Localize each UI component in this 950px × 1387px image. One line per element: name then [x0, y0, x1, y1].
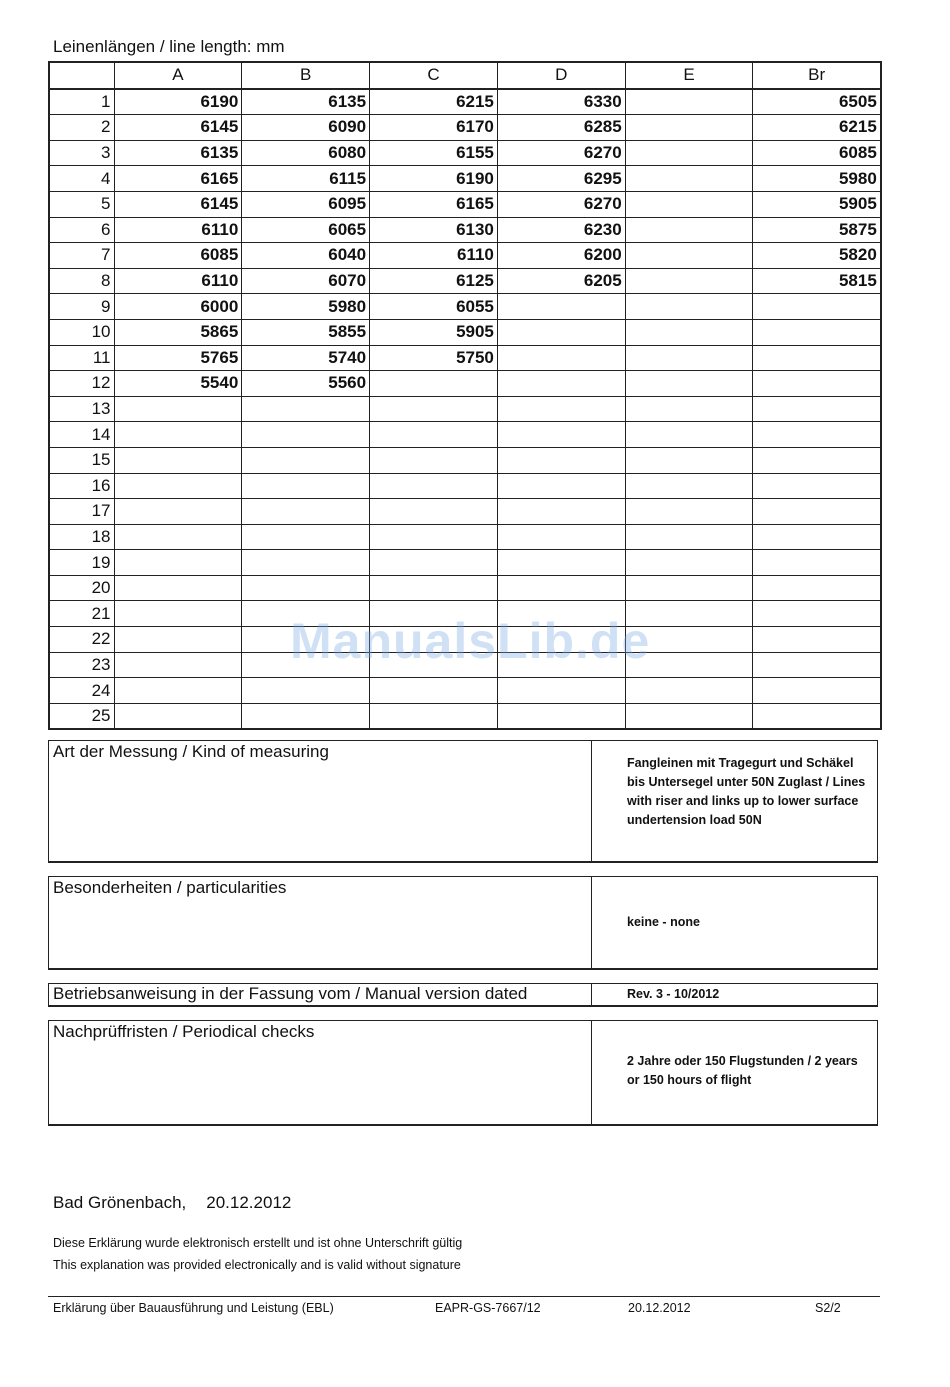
- table-cell: [625, 396, 753, 422]
- box-divider: [591, 741, 592, 861]
- table-cell: [625, 243, 753, 269]
- row-number: 1: [49, 89, 114, 115]
- table-cell: [242, 678, 370, 704]
- table-cell: [625, 217, 753, 243]
- table-cell: 5905: [370, 319, 498, 345]
- table-cell: 6155: [370, 140, 498, 166]
- table-cell: [497, 473, 625, 499]
- table-cell: 6330: [497, 89, 625, 115]
- table-cell: 6145: [114, 115, 242, 141]
- table-cell: 6090: [242, 115, 370, 141]
- table-cell: [370, 422, 498, 448]
- signature-place: Bad Grönenbach,: [53, 1193, 187, 1212]
- checks-label: Nachprüffristen / Periodical checks: [53, 1022, 315, 1041]
- table-cell: [370, 396, 498, 422]
- table-cell: [114, 422, 242, 448]
- table-row: [49, 268, 881, 294]
- table-row: [49, 115, 881, 141]
- header-col-d: D: [497, 62, 625, 89]
- table-cell: [497, 371, 625, 397]
- table-cell: 5560: [242, 371, 370, 397]
- table-cell: [114, 473, 242, 499]
- table-cell: 6190: [114, 89, 242, 115]
- row-number: 8: [49, 268, 114, 294]
- table-cell: [753, 575, 881, 601]
- manual-label: Betriebsanweisung in der Fassung vom / Manual version dated: [53, 984, 528, 1003]
- place-date: [53, 1193, 291, 1213]
- table-cell: 5875: [753, 217, 881, 243]
- table-cell: 6170: [370, 115, 498, 141]
- row-number: 3: [49, 140, 114, 166]
- table-cell: [625, 166, 753, 192]
- footer-reference: EAPR-GS-7667/12: [435, 1301, 541, 1315]
- table-cell: [753, 499, 881, 525]
- table-cell: 6230: [497, 217, 625, 243]
- box-divider: [591, 877, 592, 968]
- table-cell: [753, 294, 881, 320]
- table-cell: [497, 524, 625, 550]
- table-cell: 6505: [753, 89, 881, 115]
- electronic-note-en: This explanation was provided electronically and is valid without signature: [53, 1258, 461, 1272]
- table-cell: [625, 524, 753, 550]
- table-row: [49, 524, 881, 550]
- header-col-a: A: [114, 62, 242, 89]
- table-cell: [753, 550, 881, 576]
- table-cell: [114, 678, 242, 704]
- row-number: 12: [49, 371, 114, 397]
- table-cell: [242, 703, 370, 729]
- table-row: [49, 678, 881, 704]
- table-cell: [625, 319, 753, 345]
- table-cell: [497, 499, 625, 525]
- table-row: [49, 140, 881, 166]
- table-cell: [753, 601, 881, 627]
- table-cell: 6115: [242, 166, 370, 192]
- table-cell: [242, 550, 370, 576]
- table-row: [49, 499, 881, 525]
- table-cell: [625, 550, 753, 576]
- table-cell: 6295: [497, 166, 625, 192]
- table-cell: [370, 499, 498, 525]
- table-cell: [753, 396, 881, 422]
- table-cell: [625, 89, 753, 115]
- table-cell: [753, 524, 881, 550]
- table-row: [49, 294, 881, 320]
- signature-date: 20.12.2012: [206, 1193, 292, 1212]
- table-cell: [114, 652, 242, 678]
- table-row: [49, 345, 881, 371]
- table-cell: [625, 140, 753, 166]
- manual-box: [48, 983, 878, 1007]
- table-cell: 6040: [242, 243, 370, 269]
- row-number: 7: [49, 243, 114, 269]
- table-cell: 6165: [114, 166, 242, 192]
- table-cell: 6085: [753, 140, 881, 166]
- table-cell: 5540: [114, 371, 242, 397]
- row-number: 22: [49, 627, 114, 653]
- table-cell: [497, 703, 625, 729]
- measuring-value: Fangleinen mit Tragegurt und Schäkel bis Untersegel unter 50N Zuglast / Lines with riser and links up to lower surface undertension load 50N: [627, 756, 866, 827]
- table-cell: [242, 422, 370, 448]
- row-number: 21: [49, 601, 114, 627]
- table-cell: 6110: [370, 243, 498, 269]
- table-cell: 5815: [753, 268, 881, 294]
- table-cell: 6110: [114, 217, 242, 243]
- table-cell: [753, 627, 881, 653]
- table-cell: 5820: [753, 243, 881, 269]
- row-number: 25: [49, 703, 114, 729]
- electronic-note-de: Diese Erklärung wurde elektronisch erstellt und ist ohne Unterschrift gültig: [53, 1236, 463, 1250]
- table-row: [49, 371, 881, 397]
- table-cell: [625, 115, 753, 141]
- table-row: [49, 396, 881, 422]
- box-divider: [591, 1021, 592, 1124]
- table-cell: [370, 473, 498, 499]
- table-cell: 5865: [114, 319, 242, 345]
- row-number: 4: [49, 166, 114, 192]
- table-row: [49, 447, 881, 473]
- footer-page: S2/2: [815, 1301, 841, 1315]
- table-cell: 6165: [370, 191, 498, 217]
- table-cell: [242, 396, 370, 422]
- row-number: 15: [49, 447, 114, 473]
- table-row: [49, 319, 881, 345]
- table-row: [49, 422, 881, 448]
- table-cell: 5980: [242, 294, 370, 320]
- table-cell: [114, 447, 242, 473]
- row-number: 5: [49, 191, 114, 217]
- header-col-c: C: [370, 62, 498, 89]
- table-cell: [753, 345, 881, 371]
- box-divider: [591, 984, 592, 1005]
- table-cell: [625, 422, 753, 448]
- table-cell: [114, 499, 242, 525]
- table-cell: [753, 422, 881, 448]
- table-row: [49, 191, 881, 217]
- table-cell: 6080: [242, 140, 370, 166]
- header-col-b: B: [242, 62, 370, 89]
- measuring-label: Art der Messung / Kind of measuring: [53, 742, 329, 761]
- table-cell: [497, 422, 625, 448]
- table-cell: [753, 703, 881, 729]
- table-cell: [625, 191, 753, 217]
- table-cell: 6125: [370, 268, 498, 294]
- table-cell: 5740: [242, 345, 370, 371]
- row-number: 18: [49, 524, 114, 550]
- table-cell: [242, 499, 370, 525]
- table-cell: [370, 447, 498, 473]
- table-cell: [370, 524, 498, 550]
- table-row: [49, 89, 881, 115]
- watermark: ManualsLib.de: [290, 613, 651, 669]
- footer-date: 20.12.2012: [628, 1301, 691, 1315]
- table-cell: [753, 652, 881, 678]
- table-cell: 6200: [497, 243, 625, 269]
- table-cell: [370, 371, 498, 397]
- table-cell: [497, 319, 625, 345]
- row-number: 24: [49, 678, 114, 704]
- table-cell: [625, 294, 753, 320]
- table-cell: [625, 345, 753, 371]
- table-cell: 5980: [753, 166, 881, 192]
- row-number: 17: [49, 499, 114, 525]
- table-cell: [625, 447, 753, 473]
- table-row: [49, 473, 881, 499]
- table-cell: [625, 371, 753, 397]
- table-cell: [625, 703, 753, 729]
- particularities-value: keine - none: [627, 915, 700, 929]
- checks-value: 2 Jahre oder 150 Flugstunden / 2 years or 150 hours of flight: [627, 1054, 858, 1087]
- row-number: 16: [49, 473, 114, 499]
- row-number: 14: [49, 422, 114, 448]
- table-cell: [242, 575, 370, 601]
- table-cell: [114, 396, 242, 422]
- footer-doc-title: Erklärung über Bauausführung und Leistung (EBL): [53, 1301, 334, 1315]
- header-col-br: Br: [753, 62, 881, 89]
- measuring-box: [48, 740, 878, 863]
- table-cell: [753, 447, 881, 473]
- table-cell: [625, 678, 753, 704]
- row-number: 6: [49, 217, 114, 243]
- table-cell: [753, 371, 881, 397]
- table-cell: 5765: [114, 345, 242, 371]
- particularities-label: Besonderheiten / particularities: [53, 878, 287, 897]
- row-number: 13: [49, 396, 114, 422]
- table-cell: [625, 499, 753, 525]
- row-number: 19: [49, 550, 114, 576]
- table-cell: [753, 678, 881, 704]
- table-cell: [114, 575, 242, 601]
- table-cell: 5855: [242, 319, 370, 345]
- table-cell: [114, 550, 242, 576]
- table-cell: 6135: [114, 140, 242, 166]
- table-row: [49, 166, 881, 192]
- table-row: [49, 217, 881, 243]
- table-cell: [242, 524, 370, 550]
- table-cell: [497, 678, 625, 704]
- row-number: 9: [49, 294, 114, 320]
- table-row: [49, 575, 881, 601]
- table-cell: [370, 550, 498, 576]
- table-cell: [497, 550, 625, 576]
- table-cell: 6065: [242, 217, 370, 243]
- table-cell: [114, 601, 242, 627]
- table-cell: 6205: [497, 268, 625, 294]
- table-row: [49, 703, 881, 729]
- row-number: 20: [49, 575, 114, 601]
- table-cell: 6270: [497, 191, 625, 217]
- table-cell: 6130: [370, 217, 498, 243]
- table-cell: 6135: [242, 89, 370, 115]
- table-cell: 6070: [242, 268, 370, 294]
- row-number: 2: [49, 115, 114, 141]
- row-number: 10: [49, 319, 114, 345]
- table-cell: 6285: [497, 115, 625, 141]
- table-cell: [370, 678, 498, 704]
- table-title: Leinenlängen / line length: mm: [53, 37, 285, 56]
- table-cell: [625, 473, 753, 499]
- checks-box: [48, 1020, 878, 1126]
- table-cell: 6215: [753, 115, 881, 141]
- table-cell: 6190: [370, 166, 498, 192]
- table-cell: [114, 524, 242, 550]
- table-row: [49, 550, 881, 576]
- table-cell: [497, 447, 625, 473]
- table-cell: 6000: [114, 294, 242, 320]
- table-cell: [753, 473, 881, 499]
- table-cell: 6085: [114, 243, 242, 269]
- table-cell: [242, 473, 370, 499]
- row-number: 23: [49, 652, 114, 678]
- table-cell: 6270: [497, 140, 625, 166]
- table-cell: [625, 268, 753, 294]
- table-cell: [497, 396, 625, 422]
- table-cell: 5905: [753, 191, 881, 217]
- table-row: [49, 243, 881, 269]
- table-cell: [114, 703, 242, 729]
- table-header-row: [49, 62, 881, 89]
- table-cell: 6055: [370, 294, 498, 320]
- table-cell: 6215: [370, 89, 498, 115]
- table-cell: [242, 447, 370, 473]
- table-cell: [114, 627, 242, 653]
- row-number: 11: [49, 345, 114, 371]
- table-cell: 5750: [370, 345, 498, 371]
- table-cell: [497, 345, 625, 371]
- manual-value: Rev. 3 - 10/2012: [627, 987, 720, 1001]
- table-cell: [625, 575, 753, 601]
- table-cell: [497, 575, 625, 601]
- header-col-e: E: [625, 62, 753, 89]
- table-cell: [370, 703, 498, 729]
- table-cell: [370, 575, 498, 601]
- footer-divider: [48, 1296, 880, 1297]
- table-cell: 6095: [242, 191, 370, 217]
- header-rownum: [49, 62, 114, 89]
- particularities-box: [48, 876, 878, 970]
- table-cell: [497, 294, 625, 320]
- table-cell: 6145: [114, 191, 242, 217]
- table-cell: [753, 319, 881, 345]
- table-cell: 6110: [114, 268, 242, 294]
